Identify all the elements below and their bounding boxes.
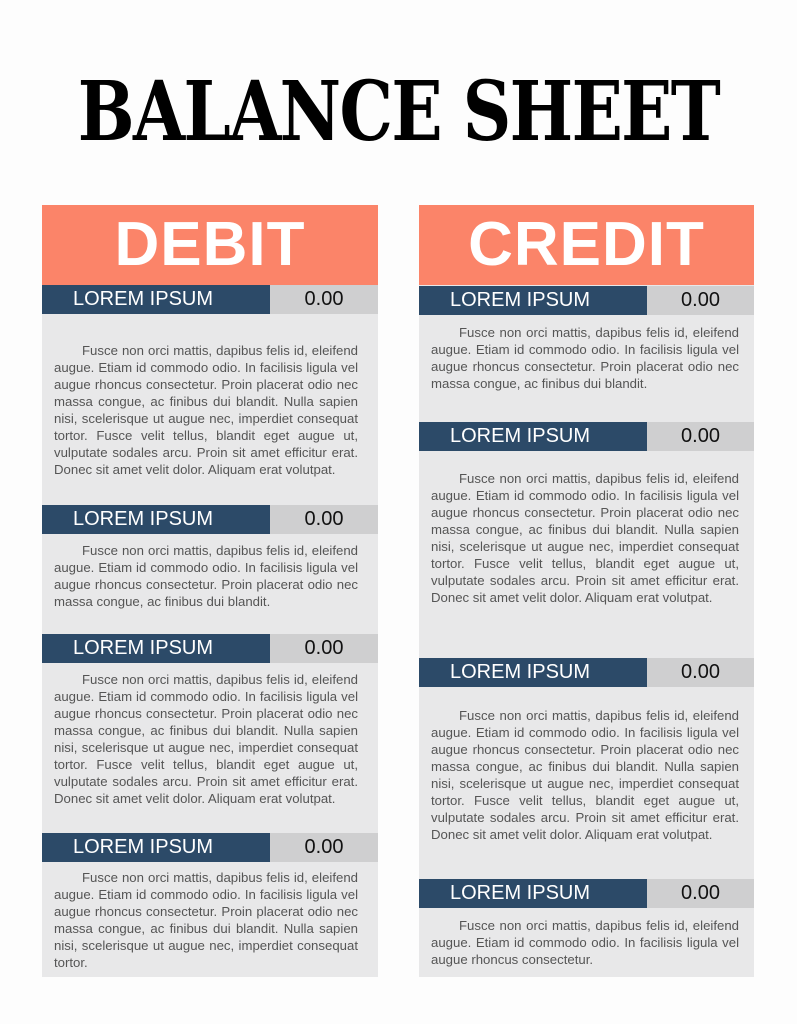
row-value[interactable]: 0.00 <box>647 658 754 687</box>
row-description: Fusce non orci mattis, dapibus felis id, eleifend augue. Etiam id commodo odio. In facilisis ligula vel augue rhoncus consectetur. Proin placerat odio nec massa congue, ac finibus dui blandit. Nulla sapien nisi, scelerisque ut augue nec, imperdiet consequat tortor. Fusce velit tellus, blandit eget augue ut, vulputate sodales arcu. Proin sit amet efficitur erat. Donec sit amet velit dolor. Aliquam erat volutpat. <box>431 471 739 605</box>
row-value[interactable]: 0.00 <box>647 422 754 451</box>
debit-header: DEBIT <box>42 205 378 285</box>
debit-row <box>42 634 378 663</box>
credit-column <box>419 205 754 977</box>
row-label: LOREM IPSUM <box>419 879 647 908</box>
row-description: Fusce non orci mattis, dapibus felis id, eleifend augue. Etiam id commodo odio. In facilisis ligula vel augue rhoncus consectetur. Proin placerat odio nec massa congue, ac finibus dui blandit. Nulla sapien nisi, scelerisque ut augue nec, imperdiet consequat tortor. Fusce velit tellus, blandit eget augue ut, vulputate sodales arcu. Proin sit amet efficitur erat. Donec sit amet velit dolor. Aliquam erat volutpat. <box>431 708 739 842</box>
row-label: LOREM IPSUM <box>419 658 647 687</box>
debit-row <box>42 505 378 534</box>
row-label: LOREM IPSUM <box>419 286 647 315</box>
row-value[interactable]: 0.00 <box>270 505 378 534</box>
credit-row <box>419 286 754 315</box>
debit-row <box>42 285 378 314</box>
row-value[interactable]: 0.00 <box>647 286 754 315</box>
row-description: Fusce non orci mattis, dapibus felis id, eleifend augue. Etiam id commodo odio. In facilisis ligula vel augue rhoncus consectetur. Proin placerat odio nec massa congue, ac finibus dui blandit. Nulla sapien nisi, scelerisque ut augue nec, imperdiet consequat tortor. Fusce velit tellus, blandit eget augue ut, vulputate sodales arcu. Proin sit amet efficitur erat. Donec sit amet velit dolor. Aliquam erat volutpat. <box>54 672 358 806</box>
row-value[interactable]: 0.00 <box>270 634 378 663</box>
credit-row <box>419 422 754 451</box>
row-label: LOREM IPSUM <box>42 505 270 534</box>
row-description: Fusce non orci mattis, dapibus felis id, eleifend augue. Etiam id commodo odio. In facilisis ligula vel augue rhoncus consectetur. Proin placerat odio nec massa congue, ac finibus dui blandit. Nulla sapien nisi, scelerisque ut augue nec, imperdiet consequat tortor. Fusce velit tellus, blandit eget augue ut, vulputate sodales arcu. Proin sit amet efficitur erat. Donec sit amet velit dolor. Aliquam erat volutpat. <box>54 343 358 477</box>
debit-row <box>42 833 378 862</box>
credit-header: CREDIT <box>419 205 754 285</box>
page-title: BALANCE SHEET <box>77 64 720 160</box>
row-label: LOREM IPSUM <box>42 634 270 663</box>
credit-row <box>419 658 754 687</box>
row-description: Fusce non orci mattis, dapibus felis id, eleifend augue. Etiam id commodo odio. In facilisis ligula vel augue rhoncus consectetur. Proin placerat odio nec massa congue, ac finibus dui blandit. Nulla sapien nisi, scelerisque ut augue nec, imperdiet consequat tortor. <box>54 870 358 970</box>
row-description: Fusce non orci mattis, dapibus felis id, eleifend augue. Etiam id commodo odio. In facilisis ligula vel augue rhoncus consectetur. Proin placerat odio nec massa congue, ac finibus dui blandit. <box>431 325 739 391</box>
row-label: LOREM IPSUM <box>419 422 647 451</box>
row-label: LOREM IPSUM <box>42 833 270 862</box>
row-description: Fusce non orci mattis, dapibus felis id, eleifend augue. Etiam id commodo odio. In facilisis ligula vel augue rhoncus consectetur. Proin placerat odio nec massa congue, ac finibus dui blandit. <box>54 543 358 609</box>
row-value[interactable]: 0.00 <box>270 833 378 862</box>
row-value[interactable]: 0.00 <box>647 879 754 908</box>
row-label: LOREM IPSUM <box>42 285 270 314</box>
row-value[interactable]: 0.00 <box>270 285 378 314</box>
row-description: Fusce non orci mattis, dapibus felis id, eleifend augue. Etiam id commodo odio. In facilisis ligula vel augue rhoncus consectetur. <box>431 918 739 967</box>
credit-row <box>419 879 754 908</box>
debit-column <box>42 205 378 977</box>
